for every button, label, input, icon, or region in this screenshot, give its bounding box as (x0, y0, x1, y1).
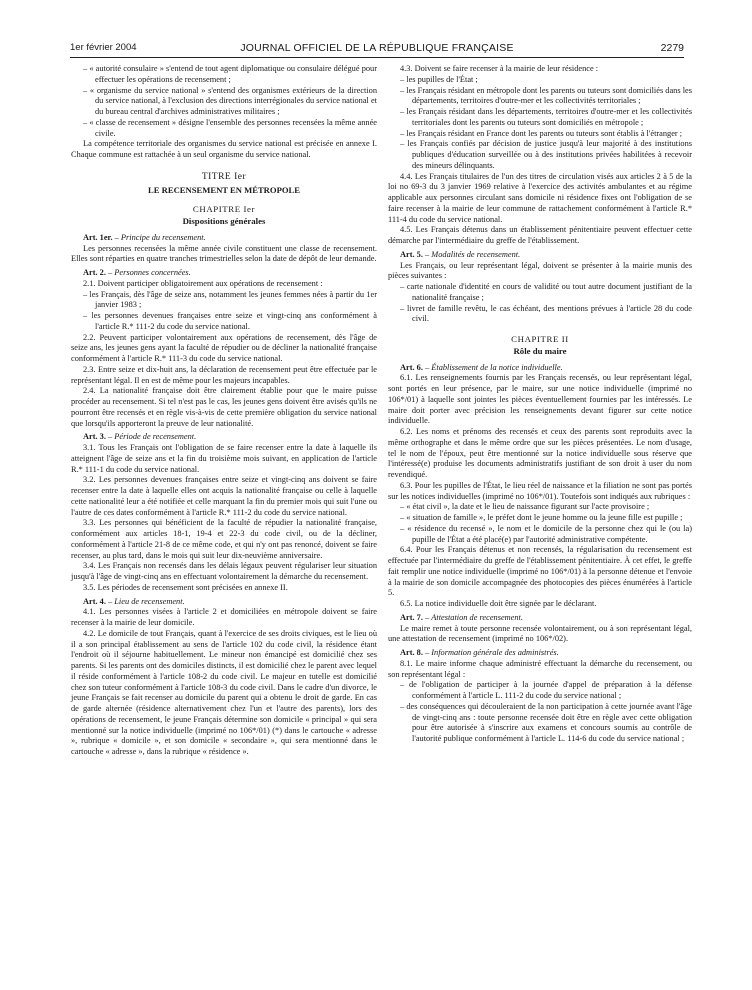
article-title: Personnes concernées. (114, 268, 191, 277)
list-item: – livret de famille revêtu, le cas échéant, des mentions prévues à l'article 28 du code civil. (400, 303, 692, 324)
article-number: Art. 6. (400, 362, 423, 372)
list-item: – « situation de famille », le préfet dont le jeune homme ou la jeune fille est pupille ; (400, 513, 683, 522)
header-date: 1er février 2004 (70, 42, 137, 53)
paragraph: 6.3. Pour les pupilles de l'État, le lieu réel de naissance et la filiation ne sont pas portés sur les notices individuelles (imprimé no 106*/01). Toutefois sont indiqués aux rubriques : (388, 480, 692, 501)
left-column (71, 64, 377, 758)
paragraph: 4.1. Les personnes visées à l'article 2 et domiciliées en métropole doivent se faire recenser à la mairie de leur domicile. (71, 607, 377, 627)
article-title: Information générale des administrés. (431, 648, 559, 657)
paragraph: 6.1. Les renseignements fournis par les Français recensés, ou leur représentant légal, sont portés en leur présence, par le maire, sur une notice individuelle (imprimé no 106*/01) à laquelle sont jointes les pièces éventuellement fournies par les intéressés. Le maire doit porter avec précision les renseignements devant figurer sur cette notice individuelle. (388, 373, 692, 426)
paragraph: 3.5. Les périodes de recensement sont précisées en annexe II. (83, 582, 288, 592)
list-item: – de l'obligation de participer à la journée d'appel de préparation à la défense conformément à l'article L. 111-2 du code du service national ; (400, 680, 692, 700)
article-heading: Art. 5. – Modalités de recensement. (400, 249, 521, 259)
list-item: – les Français, dès l'âge de seize ans, notamment les jeunes femmes nées à partir du 1er janvier 1983 ; (83, 289, 377, 310)
paragraph: 4.4. Les Français titulaires de l'un des titres de circulation visés aux articles 2 à 5 de la loi no 69-3 du 3 janvier 1969 relative à l'exercice des activités ambulantes et au régime applicable aux personnes circulant sans domicile ni résidence fixes ont l'obligation de se faire recenser à la mairie de leur commune de rattachement conformément à l'article R.* 111-4 du code du service national. (388, 171, 692, 224)
article-heading: Art. 8. – Information générale des administrés. (400, 648, 559, 657)
paragraph: 3.4. Les Français non recensés dans les délais légaux peuvent régulariser leur situation jusqu'à l'âge de vingt-cinq ans en effectuant volontairement la démarche du recensement. (71, 561, 377, 581)
article-number: Art. 4. (83, 596, 106, 606)
paragraph: 6.4. Pour les Français détenus et non recensés, la régularisation du recensement est effectuée par l'intermédiaire du greffe de l'établissement pénitentiaire. À cet effet, le greffe fait remplir une notice individuelle (imprimé no 106*/01) à la personne détenue et l'envoie à la mairie de son domicile accompagnée des photocopies des pièces énumérées à l'article 5. (388, 545, 692, 598)
page-header (70, 42, 684, 56)
paragraph: 8.1. Le maire informe chaque administré effectuant la démarche du recensement, ou son représentant légal : (388, 658, 692, 679)
paragraph: Les personnes recensées la même année civile constituent une classe de recensement. Elles sont réparties en quatre tranches trimestrielles selon la date de dépôt de leur demande. (71, 243, 377, 264)
chapter-heading: CHAPITRE II (511, 334, 569, 344)
paragraph: 6.5. La notice individuelle doit être signée par le déclarant. (400, 599, 597, 608)
right-column (388, 64, 692, 745)
paragraph: 2.1. Doivent participer obligatoirement aux opérations de recensement : (83, 278, 323, 288)
article-number: Art. 8. (400, 648, 423, 657)
paragraph: Les Français, ou leur représentant légal, doivent se présenter à la mairie munis des pièces suivantes : (388, 260, 692, 281)
paragraph: La compétence territoriale des organismes du service national est précisée en annexe I. Chaque commune est rattachée à un seul organisme du service national. (71, 139, 377, 159)
article-heading: Art. 4. – Lieu de recensement. (83, 596, 185, 606)
paragraph: Le maire remet à toute personne recensée volontairement, ou à son représentant légal, une attestation de recensement (imprimé no 106*/02). (388, 623, 692, 644)
list-item: – « classe de recensement » désigne l'ensemble des personnes recensées la même année civile. (83, 117, 377, 138)
article-title: Établissement de la notice individuelle. (431, 362, 563, 372)
paragraph: 4.2. Le domicile de tout Français, quant à l'exercice de ses droits civiques, est le lieu où il a son principal établissement au sens de l'article 102 du code civil, la résidence étant l'endroit où il séjourne habituellement. Le mineur non émancipé est domicilié chez ses parents. Si les parents ont des domiciles distincts, il est domicilié chez le parent avec lequel il réside conformément à l'article 108-2 du code civil. Le majeur en tutelle est domicilié chez son tuteur conformément à l'article 108-3 du code civil. Dans le cadre d'un divorce, le jeune Français se fait recenser au domicile du parent qui a obtenu le droit de garde. En cas de garde alternée (résidence alternativement chez l'un et l'autre des parents), lors des opérations de recensement, le jeune Français détermine son domicile « principal » qui sera mentionné sur la notice individuelle (imprimé no 106*/01) (*) dans le cartouche « adresse », rubrique « domicile », et son domicile « secondaire », qui sera mentionné dans le cartouche « adresse », dans la rubrique « résidence ». (71, 628, 377, 756)
paragraph: 2.2. Peuvent participer volontairement aux opérations de recensement, dès l'âge de seize ans, les jeunes gens ayant la faculté de répudier ou de décliner la nationalité française conformément à l'article R.* 111-3 du code du service national. (71, 332, 377, 363)
list-item: – les Français confiés par décision de justice jusqu'à leur majorité à des institutions publiques d'éducation surveillée ou à des institutions privées habilitées à recevoir des mineurs délinquants. (400, 139, 692, 170)
article-title: Attestation de recensement. (431, 612, 523, 622)
chapter-subheading: Rôle du maire (513, 345, 567, 356)
paragraph: 6.2. Les noms et prénoms des recensés et ceux des parents sont reproduits avec la même orthographe et dans le même ordre que sur les pièces présentées. Le nom d'usage, tel le nom de l'époux, peut être mentionné sur la notice individuelle sous réserve que l'intéressé(e) produise les documents administratifs justifiant de son droit à user du nom revendiqué. (388, 427, 692, 479)
paragraph: 3.3. Les personnes qui bénéficient de la faculté de répudier la nationalité française, conformément aux articles 18-1, 19-4 et 22-3 du code civil, ou de la décliner, conformément à l'article 21-8 de ce même code, et qui n'y ont pas renoncé, doivent se faire recenser, au plus tard, dans le mois qui suit leur dix-neuvième anniversaire. (71, 518, 377, 560)
list-item: – carte nationale d'identité en cours de validité ou tout autre document justifiant de la nationalité française ; (400, 282, 692, 302)
article-heading: Art. 2. – Personnes concernées. (83, 268, 191, 277)
list-item: – « organisme du service national » s'entend des organismes extérieurs de la direction du service national, à l'exclusion des directions interrégionales du service national et du bureau central d'archives administratives militaires ; (83, 85, 377, 116)
paragraph: 4.5. Les Français détenus dans un établissement pénitentiaire peuvent effectuer cette démarche par l'intermédiaire du greffe de l'établissement. (388, 225, 692, 245)
list-item: – « autorité consulaire » s'entend de tout agent diplomatique ou consulaire délégué pour effectuer les opérations de recensement ; (83, 64, 377, 84)
article-title: Lieu de recensement. (114, 596, 185, 606)
article-number: Art. 1er. (83, 232, 113, 242)
article-number: Art. 5. (400, 249, 423, 259)
chapter-heading: CHAPITRE Ier (192, 204, 256, 215)
article-number: Art. 3. (83, 432, 106, 442)
article-number: Art. 7. (400, 612, 423, 622)
paragraph: 4.3. Doivent se faire recenser à la mairie de leur résidence : (400, 64, 599, 73)
paragraph: 3.2. Les personnes devenues françaises entre seize et vingt-cinq ans doivent se faire recenser entre la date à laquelle elles ont acquis la nationalité française ou celle à laquelle cette nationalité leur a été notifiée et celle marquant la fin du premier mois qui suit l'une ou l'autre de ces dates conformément à l'article R.* 111-2 du code du service national. (71, 475, 377, 517)
chapter-subheading: Dispositions générales (182, 216, 266, 226)
list-item: – « résidence du recensé », le nom et le domicile de la personne chez qui le (ou la) pupille de l'État a été placé(e) par l'autorité administrative compétente. (400, 523, 692, 544)
article-title: Principe du recensement. (120, 232, 206, 242)
article-number: Art. 2. (83, 268, 106, 277)
header-rule (70, 57, 684, 58)
article-heading: Art. 3. – Période de recensement. (83, 432, 197, 442)
title-subheading: LE RECENSEMENT EN MÉTROPOLE (148, 184, 300, 195)
header-page-number: 2279 (660, 42, 684, 54)
title-heading: TITRE Ier (201, 171, 247, 182)
header-journal-title: JOURNAL OFFICIEL DE LA RÉPUBLIQUE FRANÇAISE (240, 42, 514, 54)
article-heading: Art. 6. – Établissement de la notice individuelle. (400, 362, 563, 372)
list-item: – les pupilles de l'État ; (400, 74, 478, 84)
paragraph: 3.1. Tous les Français ont l'obligation de se faire recenser entre la date à laquelle ils atteignent l'âge de seize ans et la fin du troisième mois suivant, en application de l'article R.* 111-1 du code du service national. (71, 443, 377, 474)
article-heading: Art. 1er. – Principe du recensement. (83, 232, 206, 242)
list-item: – « état civil », la date et le lieu de naissance figurant sur l'acte provisoire ; (400, 502, 650, 512)
list-item: – les personnes devenues françaises entre seize et vingt-cinq ans conformément à l'article R.* 111-2 du code du service national. (83, 311, 377, 331)
article-title: Modalités de recensement. (431, 249, 521, 259)
list-item: – les Français résidant en France dont les parents ou tuteurs sont établis à l'étranger ; (400, 128, 683, 138)
article-heading: Art. 7. – Attestation de recensement. (400, 612, 523, 622)
list-item: – des conséquences qui découleraient de la non participation à cette journée avant l'âge de vingt-cinq ans : toute personne recensée doit être en règle avec cette obligation pour être autorisée à s'inscrire aux examens et concours soumis au contrôle de l'autorité publique conformément à l'article L. 114-6 du code du service national ; (400, 701, 692, 743)
paragraph: 2.3. Entre seize et dix-huit ans, la déclaration de recensement peut être effectuée par le représentant légal. Il en est de même pour les majeurs incapables. (71, 364, 377, 385)
list-item: – les Français résidant dans les départements, territoires d'outre-mer et les collectivités territoriales dont les parents ou tuteurs sont domiciliés en métropole ; (400, 107, 692, 127)
article-title: Période de recensement. (114, 432, 197, 442)
list-item: – les Français résidant en métropole dont les parents ou tuteurs sont domiciliés dans les départements, territoires d'outre-mer et les collectivités territoriales ; (400, 85, 692, 106)
paragraph: 2.4. La nationalité française doit être clairement établie pour que le maire puisse procéder au recensement. Si tel n'est pas le cas, les jeunes gens doivent être avisés qu'ils ne pourront être recensés et en règle vis-à-vis de cette première obligation du service national que lorsqu'ils apporteront la preuve de leur nationalité. (71, 386, 377, 428)
